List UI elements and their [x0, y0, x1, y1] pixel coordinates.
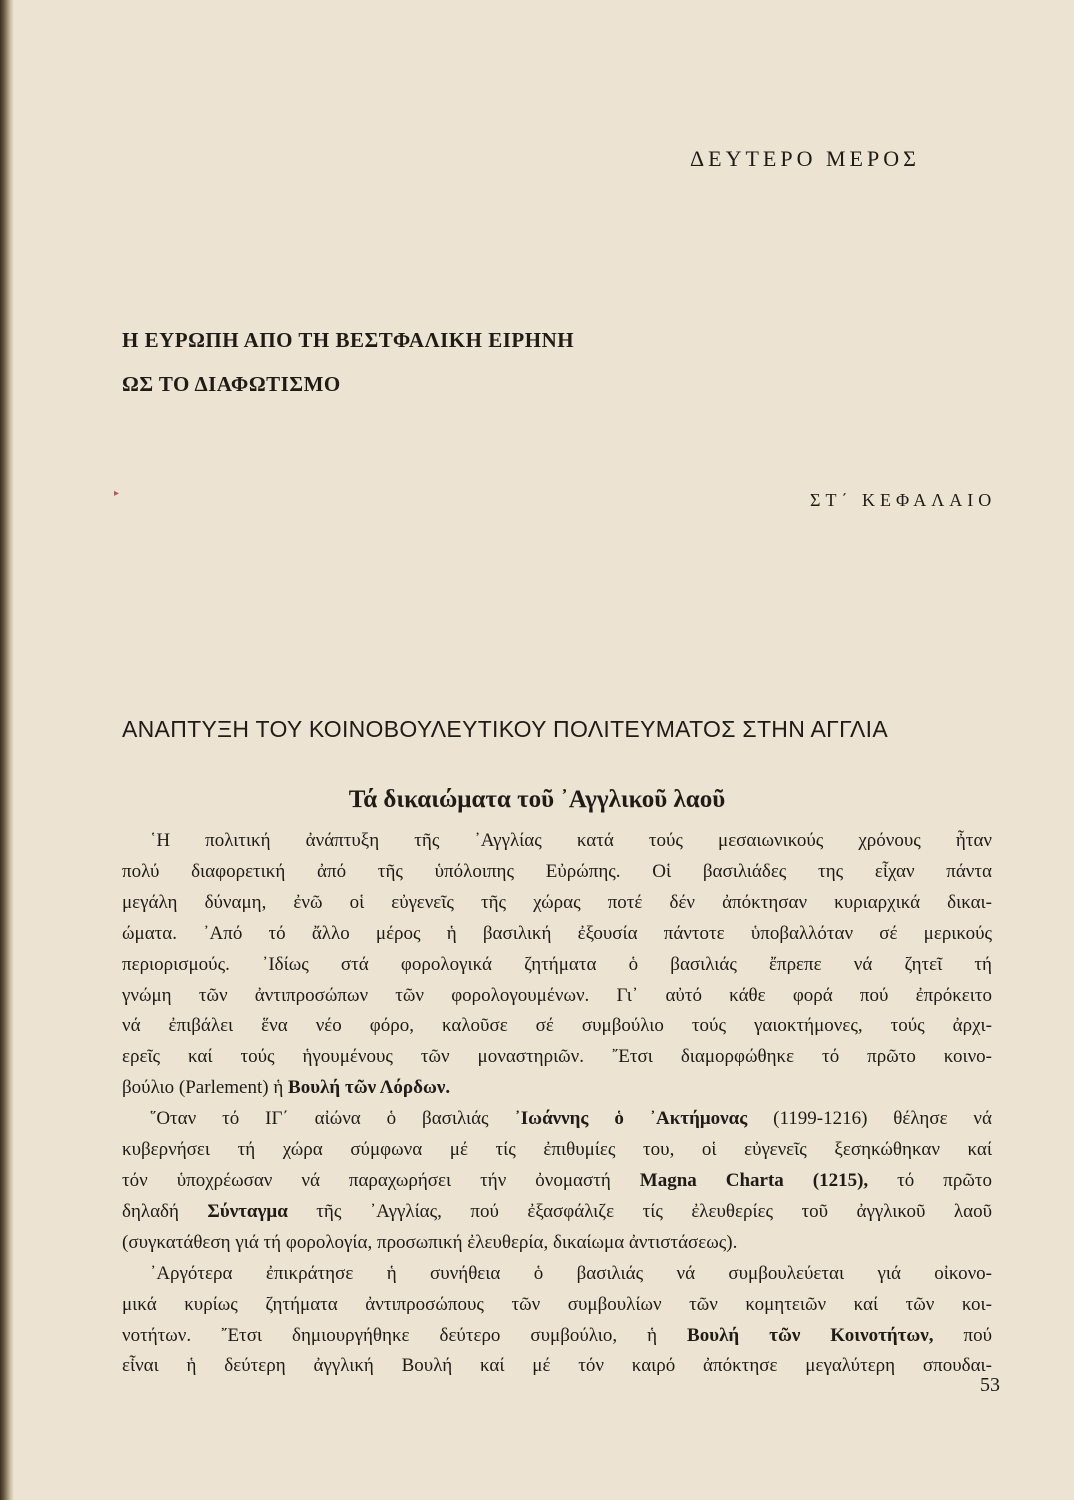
text-line: γνώμη τῶν ἀντιπροσώπων τῶν φορολογουμένων. Γι᾿ αὐτό κάθε φορά πού ἐπρόκειτο	[122, 984, 992, 1006]
text-line: πολύ διαφορετική ἀπό τῆς ὑπόλοιπης Εὐρώπης. Οἱ βασιλιάδες της εἶχαν πάντα	[122, 860, 992, 882]
bold-term-house-of-commons: Βουλή τῶν Κοινοτήτων,	[687, 1324, 934, 1346]
text-run: ῞Οταν τό ΙΓ΄ αἰώνα ὁ βασιλιάς	[150, 1108, 515, 1130]
text-run: νοτήτων. ῎Ετσι δημιουργήθηκε δεύτερο συμβούλιο, ἡ	[122, 1324, 688, 1346]
text-line: (συγκατάθεση γιά τή φορολογία, προσωπική ἐλευθερία, δικαίωμα ἀντιστάσεως).	[122, 1231, 738, 1253]
text-line: ώματα. ᾿Από τό ἄλλο μέρος ἡ βασιλική ἐξουσία πάντοτε ὑποβαλλόταν σέ μερικούς	[122, 922, 992, 944]
text-run: (1199-1216) θέλησε νά	[747, 1108, 992, 1130]
page-binding-edge	[0, 0, 14, 1500]
text-line: ερεῖς καί τούς ἡγουμένους τῶν μοναστηριῶν. ῎Ετσι διαμορφώθηκε τό πρῶτο κοινο-	[122, 1046, 992, 1068]
chapter-label: ΣΤ΄ ΚΕΦΑΛΑΙΟ	[810, 490, 997, 510]
text-run: τῆς ᾿Αγγλίας, πού ἐξασφάλιζε τίς ἐλευθερίες τοῦ ἀγγλικοῦ λαοῦ	[287, 1200, 992, 1222]
text-run: τόν ὑποχρέωσαν νά παραχωρήσει τήν ὀνομαστή	[122, 1169, 640, 1191]
text-line	[122, 1321, 992, 1352]
page-number: 53	[980, 1374, 1000, 1396]
bold-term-magna-charta: Magna Charta (1215),	[639, 1169, 869, 1191]
book-title-line-2: ΩΣ ΤΟ ΔΙΑΦΩΤΙΣΜΟ	[122, 372, 341, 396]
text-run: πού	[933, 1324, 993, 1346]
text-line: νά ἐπιβάλει ἕνα νέο φόρο, καλοῦσε σέ συμβούλιο τούς γαιοκτήμονες, τούς ἀρχι-	[122, 1015, 992, 1037]
book-title-line-1: Η ΕΥΡΩΠΗ ΑΠΟ ΤΗ ΒΕΣΤΦΑΛΙΚΗ ΕΙΡΗΝΗ	[122, 328, 575, 352]
text-line	[122, 1104, 992, 1135]
text-line: περιορισμούς. ᾿Ιδίως στά φορολογικά ζητήματα ὁ βασιλιάς ἔπρεπε νά ζητεῖ τή	[122, 953, 992, 975]
bold-term-house-of-lords: Βουλή τῶν Λόρδων.	[288, 1077, 451, 1099]
paper-speck: ▸	[114, 488, 120, 499]
text-run: τό πρῶτο	[868, 1169, 992, 1191]
text-line: κυβερνήσει τή χώρα σύμφωνα μέ τίς ἐπιθυμίες του, οἱ εὐγενεῖς ξεσηκώθηκαν καί	[122, 1139, 992, 1161]
text-line: εἶναι ἡ δεύτερη ἀγγλική Βουλή καί μέ τόν καιρό ἀπόκτησε μεγαλύτερη σπουδαι-	[122, 1355, 992, 1377]
book-title	[122, 318, 742, 406]
text-line	[122, 1073, 992, 1104]
body-text	[122, 826, 992, 1382]
bold-term-constitution: Σύνταγμα	[207, 1200, 288, 1222]
chapter-title: ΑΝΑΠΤΥΞΗ ΤΟΥ ΚΟΙΝΟΒΟΥΛΕΥΤΙΚΟΥ ΠΟΛΙΤΕΥΜΑΤΟΣ ΣΤΗΝ ΑΓΓΛΙΑ	[122, 716, 889, 742]
paragraph-1	[122, 826, 992, 1104]
text-line: ῾Η πολιτική ἀνάπτυξη τῆς ᾿Αγγλίας κατά τούς μεσαιωνικούς χρόνους ἦταν	[150, 830, 992, 851]
part-heading: ΔΕΥΤΕΡΟ ΜΕΡΟΣ	[690, 146, 920, 171]
text-line: μεγάλη δύναμη, ἐνῶ οἱ εὐγενεῖς τῆς χώρας ποτέ δέν ἀπόκτησαν κυριαρχικά δικαι-	[122, 891, 992, 913]
paragraph-2	[122, 1104, 992, 1259]
section-title: Τά δικαιώματα τοῦ ᾿Αγγλικοῦ λαοῦ	[348, 786, 726, 813]
text-line: ᾿Αργότερα ἐπικράτησε ἡ συνήθεια ὁ βασιλιάς νά συμβουλεύεται γιά οἰκονο-	[150, 1262, 992, 1284]
text-run: βούλιο (Parlement) ἡ	[122, 1077, 289, 1099]
bold-term-john-lackland: ᾿Ιωάννης ὁ ᾿Ακτήμονας	[514, 1108, 748, 1130]
text-line: μικά κυρίως ζητήματα ἀντιπροσώπους τῶν συμβουλίων τῶν κομητειῶν καί τῶν κοι-	[122, 1293, 992, 1315]
text-line	[122, 1166, 992, 1197]
text-line	[122, 1197, 992, 1228]
paragraph-3	[122, 1259, 992, 1383]
text-run: δηλαδή	[122, 1200, 208, 1222]
